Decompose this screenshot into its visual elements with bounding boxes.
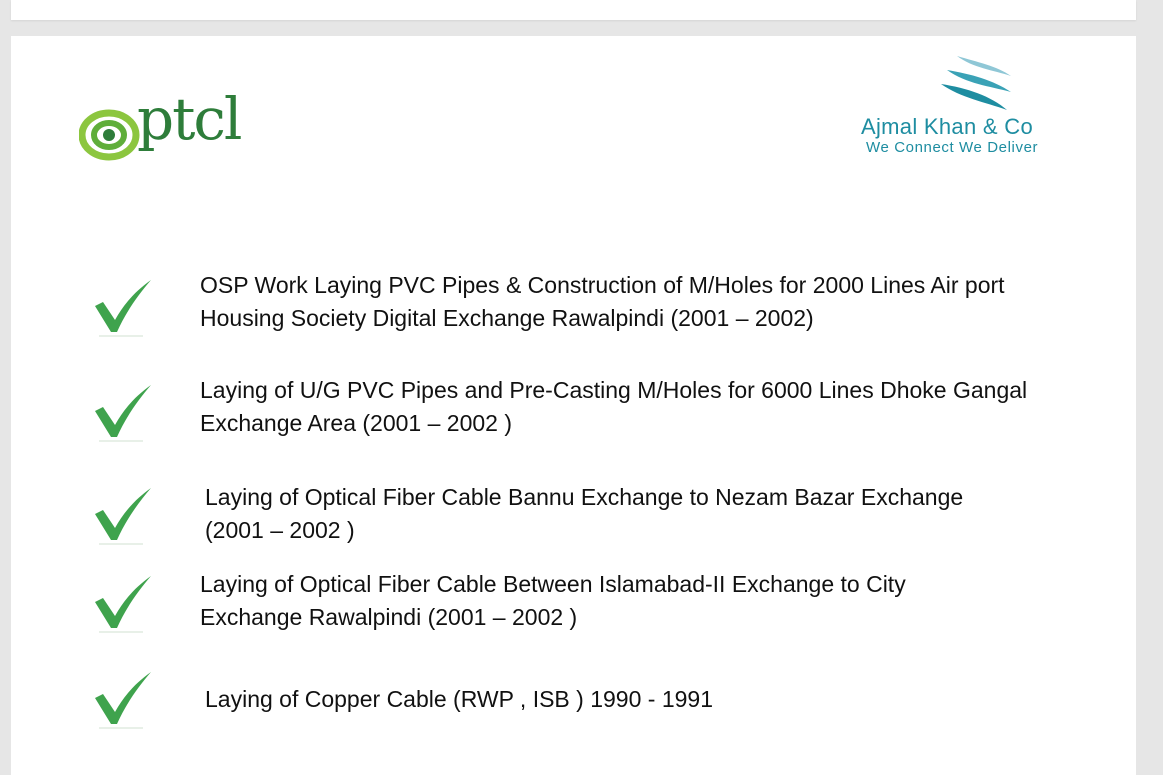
checkmark-icon — [85, 478, 157, 550]
list-item-text: Laying of U/G PVC Pipes and Pre-Casting M/Holes for 6000 Lines Dhoke Gangal Exchange Area (2001 – 2002 ) — [200, 377, 1028, 436]
checkmark-icon — [85, 375, 157, 447]
ajmal-khan-tagline: We Connect We Deliver — [866, 139, 1039, 156]
ptcl-eye-logo-icon — [79, 98, 141, 168]
checkmark-icon — [85, 662, 157, 734]
ptcl-logo — [79, 85, 269, 168]
slide — [11, 36, 1136, 775]
list-item-text: Laying of Optical Fiber Cable Bannu Exchange to Nezam Bazar Exchange (2001 – 2002 ) — [205, 484, 964, 543]
wave-wings-logo-icon — [937, 52, 1017, 116]
ajmal-khan-logo — [851, 48, 1111, 158]
previous-slide-edge — [11, 0, 1136, 20]
list-item-text: OSP Work Laying PVC Pipes & Construction of M/Holes for 2000 Lines Air port Housing Society Digital Exchange Rawalpindi (2001 – 2002) — [200, 272, 1005, 331]
checkmark-icon — [85, 270, 157, 342]
ptcl-wordmark: ptcl — [137, 85, 241, 153]
list-item-text: Laying of Copper Cable (RWP , ISB ) 1990 - 1991 — [205, 686, 713, 712]
checkmark-icon — [85, 566, 157, 638]
list-item-text: Laying of Optical Fiber Cable Between Islamabad-II Exchange to City Exchange Rawalpindi (2001 – 2002 ) — [200, 571, 906, 630]
ajmal-khan-name: Ajmal Khan & Co — [861, 114, 1034, 139]
